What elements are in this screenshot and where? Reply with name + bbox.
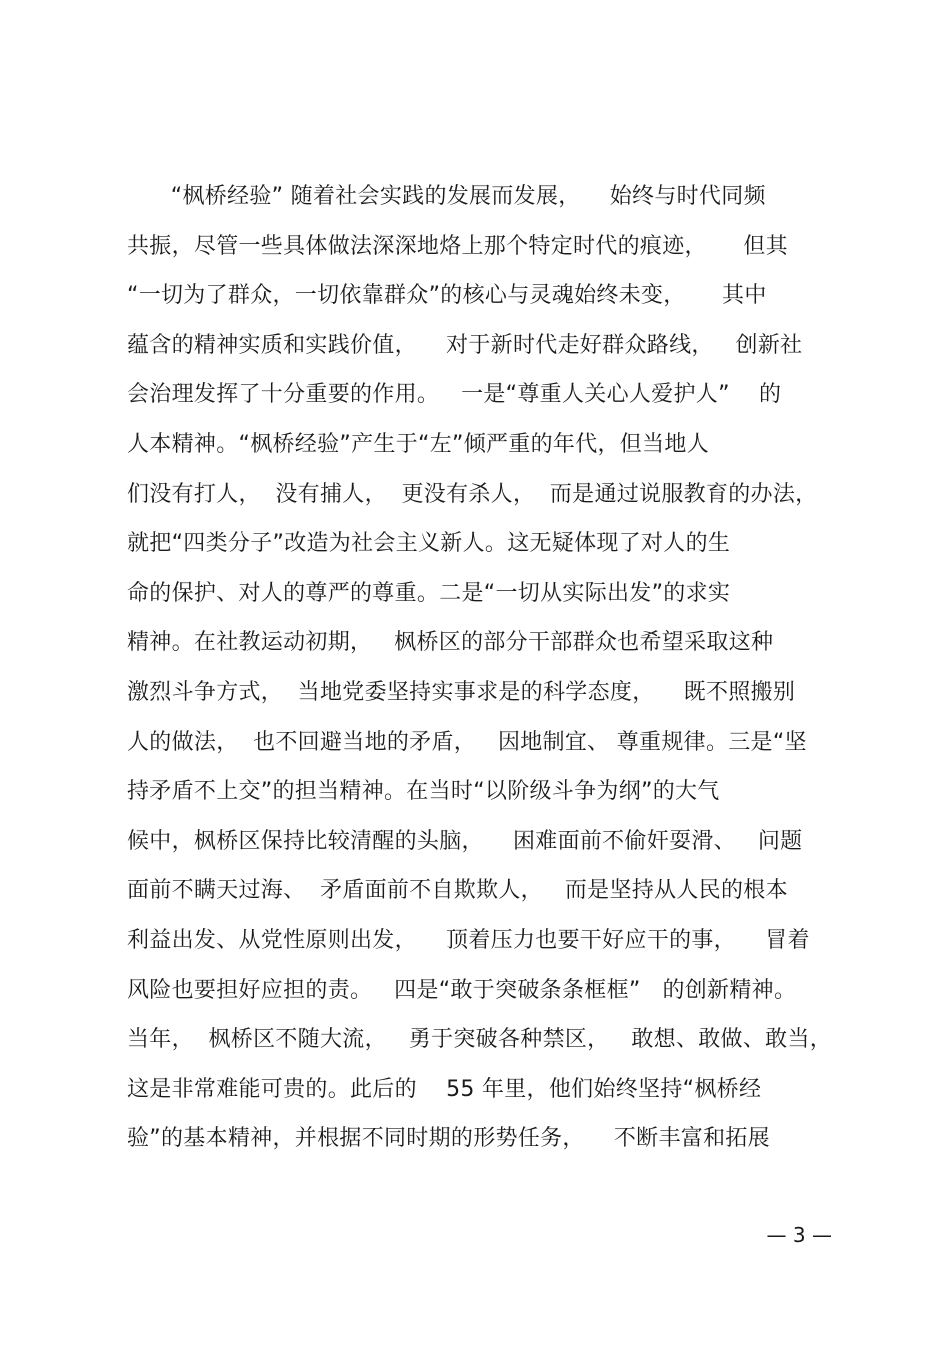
text-line: 利益出发、从党性原则出发， 顶着压力也要干好应干的事， 冒着 [127, 927, 810, 953]
text-line: “枫桥经验” 随着社会实践的发展而发展， 始终与时代同频 [127, 184, 766, 209]
body-paragraph [127, 172, 837, 1164]
text-line: 面前不瞒天过海、 矛盾面前不自欺欺人， 而是坚持从人民的根本 [127, 878, 788, 904]
text-line: 风险也要担好应担的责。 四是“敢于突破条条框框” 的创新精神。 [127, 977, 797, 1003]
text-line: 共振，尽管一些具体做法深深地烙上那个特定时代的痕迹， 但其 [127, 233, 788, 259]
text-line: “一切为了群众，一切依靠群众”的核心与灵魂始终未变， 其中 [127, 283, 767, 309]
text-line: 会治理发挥了十分重要的作用。 一是“尊重人关心人爱护人” 的 [127, 382, 782, 408]
text-line: 持矛盾不上交”的担当精神。在当时“以阶级斗争为纲”的大气 [127, 779, 720, 805]
text-line: 人的做法， 也不回避当地的矛盾， 因地制宜、 尊重规律。三是“坚 [127, 729, 807, 755]
text-line: 当年， 枫桥区不随大流， 勇于突破各种禁区， 敢想、敢做、敢当， [127, 1027, 833, 1053]
page-number: — 3 — [766, 1223, 832, 1247]
text-line: 就把“四类分子”改造为社会主义新人。这无疑体现了对人的生 [127, 531, 731, 557]
text-line: 们没有打人， 没有捕人， 更没有杀人， 而是通过说服教育的办法， [127, 481, 818, 507]
text-line: 这是非常难能可贵的。此后的 55 年里，他们始终坚持“枫桥经 [127, 1076, 762, 1102]
text-line: 蕴含的精神实质和实践价值， 对于新时代走好群众路线， 创新社 [127, 332, 803, 358]
text-line: 候中，枫桥区保持比较清醒的头脑， 困难面前不偷奸耍滑、 问题 [127, 828, 803, 854]
text-line: 精神。在社教运动初期， 枫桥区的部分干部群众也希望采取这种 [127, 630, 774, 656]
text-line: 人本精神。“枫桥经验”产生于“左”倾严重的年代，但当地人 [127, 431, 709, 457]
text-line: 命的保护、对人的尊严的尊重。二是“一切从实际出发”的求实 [127, 580, 731, 606]
text-line: 验”的基本精神，并根据不同时期的形势任务， 不断丰富和拓展 [127, 1126, 770, 1152]
text-line: 激烈斗争方式， 当地党委坚持实事求是的科学态度， 既不照搬别 [127, 679, 796, 705]
